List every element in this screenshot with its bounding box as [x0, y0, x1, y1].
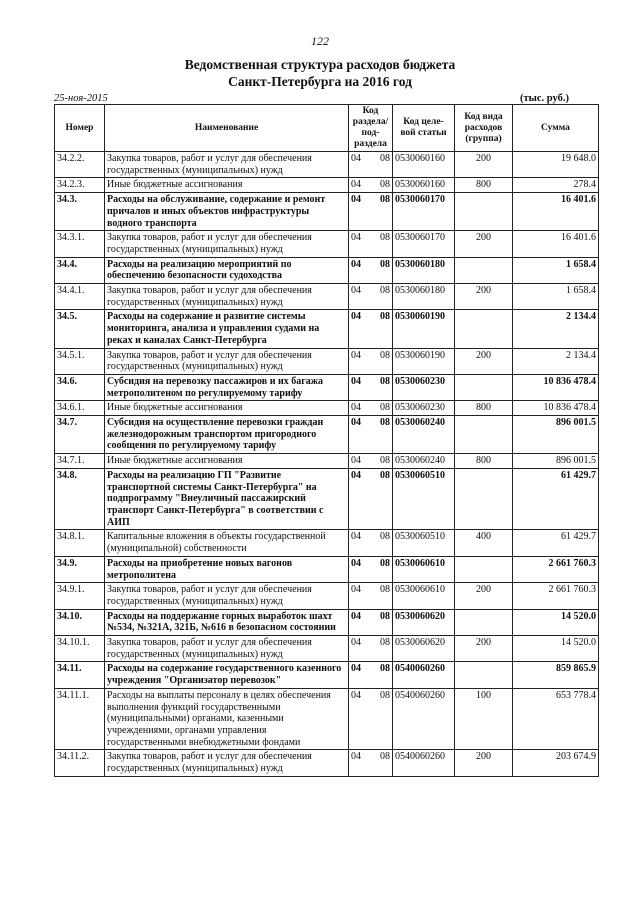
razdel-code: 04 — [351, 417, 361, 429]
row-razdel — [349, 193, 393, 231]
row-summa: 14 520.0 — [513, 636, 599, 662]
row-summa: 203 674.9 — [513, 750, 599, 776]
row-name: Расходы на содержание и развитие системы мониторинга, анализа и управления судами на реках и каналах Санкт-Петербурга — [105, 310, 349, 348]
razdel-code: 04 — [351, 637, 361, 649]
row-celevaya-statya: 0530060170 — [393, 231, 455, 257]
row-celevaya-statya: 0530060160 — [393, 152, 455, 178]
row-number: 34.10. — [55, 609, 105, 635]
row-summa: 896 001.5 — [513, 416, 599, 454]
row-celevaya-statya: 0530060620 — [393, 636, 455, 662]
podrazdel-code: 08 — [380, 417, 390, 429]
row-razdel — [349, 662, 393, 688]
table-row — [55, 556, 599, 582]
podrazdel-code: 08 — [380, 153, 390, 164]
row-number: 34.5. — [55, 310, 105, 348]
row-razdel — [349, 636, 393, 662]
row-vid-rashodov — [455, 310, 513, 348]
row-number: 34.3. — [55, 193, 105, 231]
table-row — [55, 609, 599, 635]
row-name: Иные бюджетные ассигнования — [105, 401, 349, 416]
podrazdel-code: 08 — [380, 232, 390, 244]
row-name: Закупка товаров, работ и услуг для обеспечения государственных (муниципальных) нужд — [105, 152, 349, 178]
row-celevaya-statya: 0530060180 — [393, 257, 455, 283]
row-celevaya-statya: 0530060230 — [393, 374, 455, 400]
row-razdel — [349, 401, 393, 416]
row-celevaya-statya: 0530060240 — [393, 454, 455, 469]
row-vid-rashodov: 200 — [455, 152, 513, 178]
row-name: Иные бюджетные ассигнования — [105, 454, 349, 469]
header-nomer: Номер — [55, 105, 105, 152]
razdel-code: 04 — [351, 689, 361, 701]
row-number: 34.5.1. — [55, 348, 105, 374]
header-kod-celevoy-stati: Код целе- вой статьи — [393, 105, 455, 152]
row-name: Закупка товаров, работ и услуг для обеспечения государственных (муниципальных) нужд — [105, 231, 349, 257]
row-number: 34.11.1. — [55, 688, 105, 750]
table-row — [55, 401, 599, 416]
row-vid-rashodov — [455, 468, 513, 530]
row-name: Расходы на приобретение новых вагонов метрополитена — [105, 556, 349, 582]
budget-table — [54, 104, 599, 777]
row-razdel — [349, 468, 393, 530]
row-number: 34.6.1. — [55, 401, 105, 416]
row-razdel — [349, 257, 393, 283]
razdel-code: 04 — [351, 311, 361, 323]
table-body — [55, 152, 599, 777]
row-number: 34.11. — [55, 662, 105, 688]
row-summa: 859 865.9 — [513, 662, 599, 688]
podrazdel-code: 08 — [380, 455, 390, 467]
razdel-code: 04 — [351, 194, 361, 206]
row-name: Закупка товаров, работ и услуг для обеспечения государственных (муниципальных) нужд — [105, 750, 349, 776]
row-name: Расходы на выплаты персоналу в целях обеспечения выполнения функций государственными (муниципальными) органами, казенными учреждениями, органами управления государственными внебюджетными фондами — [105, 688, 349, 750]
row-summa: 2 134.4 — [513, 348, 599, 374]
podrazdel-code: 08 — [380, 469, 390, 481]
row-celevaya-statya: 0530060610 — [393, 556, 455, 582]
row-vid-rashodov: 800 — [455, 454, 513, 469]
table-row — [55, 152, 599, 178]
razdel-code: 04 — [351, 349, 361, 361]
row-number: 34.2.2. — [55, 152, 105, 178]
row-name: Закупка товаров, работ и услуг для обеспечения государственных (муниципальных) нужд — [105, 583, 349, 609]
razdel-code: 04 — [351, 285, 361, 297]
row-summa: 2 661 760.3 — [513, 556, 599, 582]
row-summa: 2 134.4 — [513, 310, 599, 348]
row-celevaya-statya: 0530060510 — [393, 468, 455, 530]
row-celevaya-statya: 0530060620 — [393, 609, 455, 635]
row-vid-rashodov: 200 — [455, 583, 513, 609]
row-razdel — [349, 374, 393, 400]
podrazdel-code: 08 — [380, 258, 390, 270]
row-summa: 14 520.0 — [513, 609, 599, 635]
row-razdel — [349, 231, 393, 257]
razdel-code: 04 — [351, 232, 361, 244]
row-celevaya-statya: 0540060260 — [393, 688, 455, 750]
podrazdel-code: 08 — [380, 610, 390, 622]
row-number: 34.4. — [55, 257, 105, 283]
table-row — [55, 284, 599, 310]
row-summa: 19 648.0 — [513, 152, 599, 178]
row-celevaya-statya: 0530060510 — [393, 530, 455, 556]
row-razdel — [349, 688, 393, 750]
table-row — [55, 310, 599, 348]
table-row — [55, 178, 599, 193]
table-row — [55, 193, 599, 231]
row-name: Закупка товаров, работ и услуг для обеспечения государственных (муниципальных) нужд — [105, 348, 349, 374]
row-number: 34.8.1. — [55, 530, 105, 556]
row-celevaya-statya: 0530060180 — [393, 284, 455, 310]
row-vid-rashodov — [455, 416, 513, 454]
row-summa: 653 778.4 — [513, 688, 599, 750]
row-vid-rashodov: 800 — [455, 178, 513, 193]
row-celevaya-statya: 0530060230 — [393, 401, 455, 416]
row-vid-rashodov — [455, 609, 513, 635]
table-row — [55, 257, 599, 283]
table-row — [55, 750, 599, 776]
row-vid-rashodov: 200 — [455, 231, 513, 257]
razdel-code: 04 — [351, 375, 361, 387]
razdel-code: 04 — [351, 179, 361, 191]
row-vid-rashodov: 200 — [455, 348, 513, 374]
row-summa: 61 429.7 — [513, 530, 599, 556]
razdel-code: 04 — [351, 258, 361, 270]
row-celevaya-statya: 0540060260 — [393, 662, 455, 688]
header-naimenovanie: Наименование — [105, 105, 349, 152]
table-header-row — [55, 105, 599, 152]
row-summa: 10 836 478.4 — [513, 374, 599, 400]
table-row — [55, 468, 599, 530]
row-name: Расходы на обслуживание, содержание и ремонт причалов и иных объектов инфраструктуры водного транспорта — [105, 193, 349, 231]
table-row — [55, 530, 599, 556]
row-number: 34.3.1. — [55, 231, 105, 257]
table-row — [55, 583, 599, 609]
row-razdel — [349, 583, 393, 609]
podrazdel-code: 08 — [380, 584, 390, 596]
podrazdel-code: 08 — [380, 285, 390, 297]
row-name: Расходы на поддержание горных выработок шахт №534, №321А, 321Б, №616 в безопасном состоянии — [105, 609, 349, 635]
podrazdel-code: 08 — [380, 375, 390, 387]
table-row — [55, 348, 599, 374]
row-vid-rashodov — [455, 257, 513, 283]
razdel-code: 04 — [351, 531, 361, 543]
row-summa: 10 836 478.4 — [513, 401, 599, 416]
row-number: 34.10.1. — [55, 636, 105, 662]
row-name: Расходы на реализацию мероприятий по обеспечению безопасности судоходства — [105, 257, 349, 283]
page-title — [0, 56, 640, 90]
row-celevaya-statya: 0530060190 — [393, 310, 455, 348]
row-celevaya-statya: 0530060610 — [393, 583, 455, 609]
table-row — [55, 688, 599, 750]
row-vid-rashodov: 800 — [455, 401, 513, 416]
row-name: Расходы на содержание государственного казенного учреждения "Организатор перевозок" — [105, 662, 349, 688]
row-number: 34.7. — [55, 416, 105, 454]
podrazdel-code: 08 — [380, 349, 390, 361]
row-number: 34.2.3. — [55, 178, 105, 193]
row-razdel — [349, 530, 393, 556]
table-row — [55, 231, 599, 257]
header-kod-vida-rashodov: Код вида расходов (группа) — [455, 105, 513, 152]
row-razdel — [349, 750, 393, 776]
table-row — [55, 416, 599, 454]
row-summa: 16 401.6 — [513, 231, 599, 257]
row-razdel — [349, 609, 393, 635]
row-celevaya-statya: 0540060260 — [393, 750, 455, 776]
podrazdel-code: 08 — [380, 663, 390, 675]
podrazdel-code: 08 — [380, 637, 390, 649]
row-name: Закупка товаров, работ и услуг для обеспечения государственных (муниципальных) нужд — [105, 636, 349, 662]
podrazdel-code: 08 — [380, 531, 390, 543]
row-vid-rashodov: 200 — [455, 636, 513, 662]
page-number: 122 — [311, 34, 329, 48]
row-summa: 1 658.4 — [513, 284, 599, 310]
row-summa: 61 429.7 — [513, 468, 599, 530]
header-summa: Сумма — [513, 105, 599, 152]
razdel-code: 04 — [351, 584, 361, 596]
header-kod-razdela: Код раздела/ под- раздела — [349, 105, 393, 152]
row-number: 34.11.2. — [55, 750, 105, 776]
table-row — [55, 662, 599, 688]
row-name: Субсидия на перевозку пассажиров и их багажа метрополитеном по регулируемому тарифу — [105, 374, 349, 400]
table-row — [55, 374, 599, 400]
row-vid-rashodov — [455, 374, 513, 400]
podrazdel-code: 08 — [380, 402, 390, 414]
row-vid-rashodov: 200 — [455, 750, 513, 776]
row-name: Субсидия на осуществление перевозки граждан железнодорожным транспортом пригородного сообщения по регулируемому тарифу — [105, 416, 349, 454]
row-number: 34.9. — [55, 556, 105, 582]
row-vid-rashodov: 100 — [455, 688, 513, 750]
row-celevaya-statya: 0530060160 — [393, 178, 455, 193]
row-razdel — [349, 454, 393, 469]
row-vid-rashodov — [455, 662, 513, 688]
row-number: 34.6. — [55, 374, 105, 400]
razdel-code: 04 — [351, 557, 361, 569]
razdel-code: 04 — [351, 751, 361, 763]
podrazdel-code: 08 — [380, 311, 390, 323]
row-celevaya-statya: 0530060170 — [393, 193, 455, 231]
row-razdel — [349, 556, 393, 582]
razdel-code: 04 — [351, 153, 361, 164]
razdel-code: 04 — [351, 469, 361, 481]
row-razdel — [349, 416, 393, 454]
row-razdel — [349, 284, 393, 310]
row-summa: 16 401.6 — [513, 193, 599, 231]
razdel-code: 04 — [351, 455, 361, 467]
row-number: 34.8. — [55, 468, 105, 530]
razdel-code: 04 — [351, 610, 361, 622]
row-vid-rashodov — [455, 556, 513, 582]
title-line-1: Ведомственная структура расходов бюджета — [184, 57, 456, 72]
row-vid-rashodov: 200 — [455, 284, 513, 310]
razdel-code: 04 — [351, 402, 361, 414]
row-summa: 2 661 760.3 — [513, 583, 599, 609]
row-number: 34.4.1. — [55, 284, 105, 310]
row-razdel — [349, 348, 393, 374]
row-name: Капитальные вложения в объекты государственной (муниципальной) собственности — [105, 530, 349, 556]
row-name: Иные бюджетные ассигнования — [105, 178, 349, 193]
row-razdel — [349, 178, 393, 193]
podrazdel-code: 08 — [380, 179, 390, 191]
row-name: Закупка товаров, работ и услуг для обеспечения государственных (муниципальных) нужд — [105, 284, 349, 310]
row-name: Расходы на реализацию ГП "Развитие транспортной системы Санкт-Петербурга" на подпрограмму "Внеуличный пассажирский транспорт Санкт-Петербурга" в соответствии с АИП — [105, 468, 349, 530]
row-number: 34.7.1. — [55, 454, 105, 469]
row-summa: 896 001.5 — [513, 454, 599, 469]
row-celevaya-statya: 0530060190 — [393, 348, 455, 374]
units-label: (тыс. руб.) — [520, 93, 569, 104]
row-razdel — [349, 310, 393, 348]
row-vid-rashodov: 400 — [455, 530, 513, 556]
document-date: 25-ноя-2015 — [54, 93, 108, 104]
razdel-code: 04 — [351, 663, 361, 675]
row-vid-rashodov — [455, 193, 513, 231]
table-row — [55, 454, 599, 469]
title-line-2: Санкт-Петербурга на 2016 год — [228, 74, 412, 89]
podrazdel-code: 08 — [380, 751, 390, 763]
podrazdel-code: 08 — [380, 557, 390, 569]
row-summa: 1 658.4 — [513, 257, 599, 283]
table-row — [55, 636, 599, 662]
podrazdel-code: 08 — [380, 689, 390, 701]
row-celevaya-statya: 0530060240 — [393, 416, 455, 454]
row-razdel — [349, 152, 393, 178]
row-summa: 278.4 — [513, 178, 599, 193]
row-number: 34.9.1. — [55, 583, 105, 609]
podrazdel-code: 08 — [380, 194, 390, 206]
